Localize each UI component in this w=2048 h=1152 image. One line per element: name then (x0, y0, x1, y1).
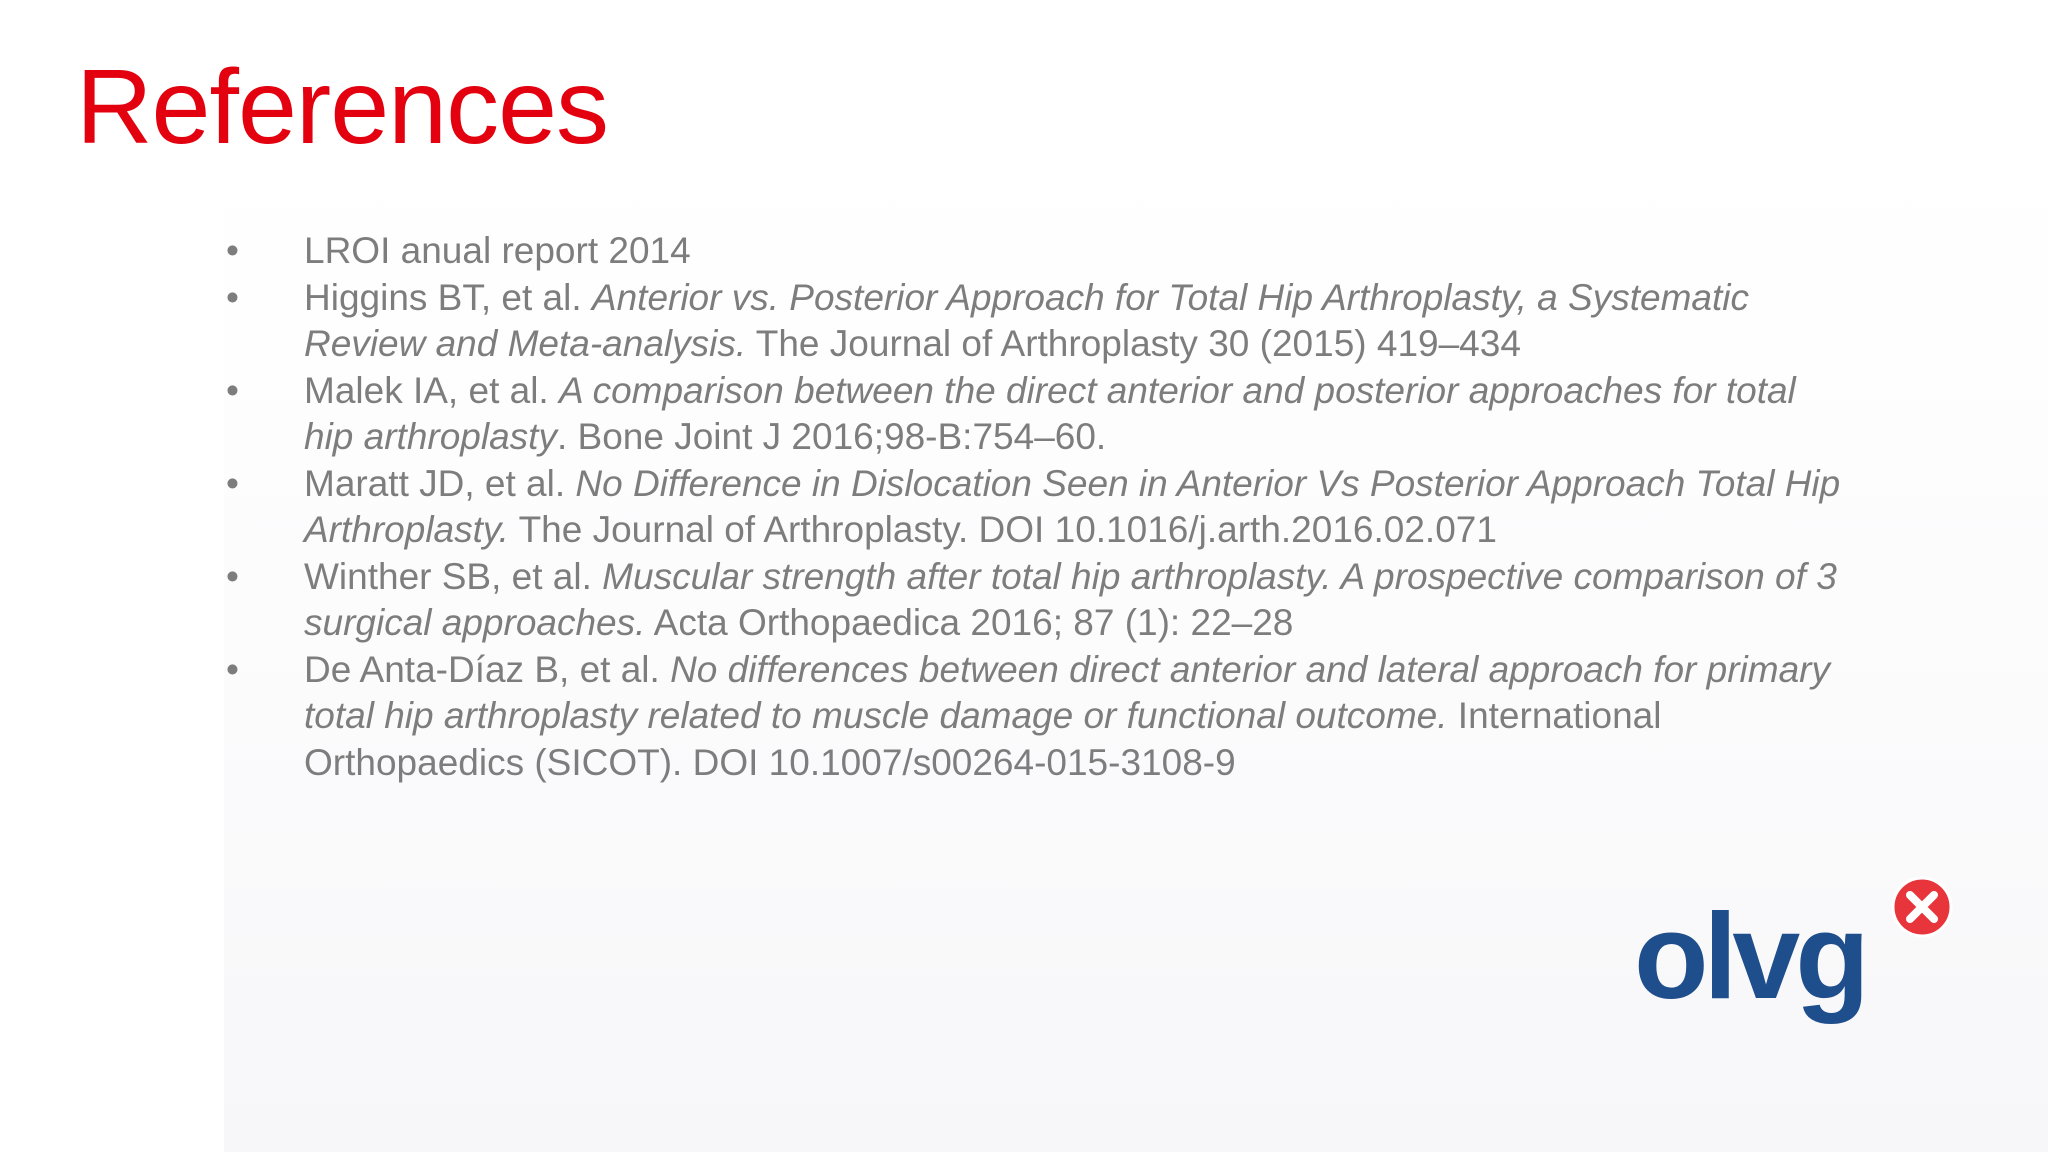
reference-authors: Maratt JD, et al. (304, 462, 576, 504)
reference-title: Muscular strength after total hip arthroplasty. A prospective comparison of 3 surgical approaches. (304, 555, 1837, 643)
reference-authors: De Anta-Díaz B, et al. (304, 648, 671, 690)
bullet: • (226, 276, 239, 318)
logo-text: olvg (1634, 888, 1865, 1024)
bullet: • (226, 230, 239, 271)
reference-item (226, 461, 1846, 554)
reference-source: The Journal of Arthroplasty. DOI 10.1016/j.arth.2016.02.071 (508, 509, 1497, 550)
reference-authors: Malek IA, et al. (304, 369, 559, 411)
reference-title: Anterior vs. Posterior Approach for Total Hip Arthroplasty, a Systematic Review and Meta-analysis. (304, 276, 1749, 364)
reference-source: . Bone Joint J 2016;98-B:754–60. (556, 416, 1107, 457)
close-icon (1893, 878, 1951, 936)
reference-authors: Winther SB, et al. (304, 555, 603, 597)
reference-title: A comparison between the direct anterior and posterior approaches for total hip arthroplasty (304, 369, 1796, 457)
olvg-logo (1634, 872, 1974, 1060)
reference-item (226, 275, 1846, 368)
reference-source: The Journal of Arthroplasty 30 (2015) 419–434 (746, 323, 1521, 364)
reference-title: No differences between direct anterior and lateral approach for primary total hip arthroplasty related to muscle damage or functional outcome. (304, 648, 1830, 736)
page-title: References (76, 48, 609, 166)
bullet: • (226, 648, 239, 690)
reference-source: International Orthopaedics (SICOT). DOI 10.1007/s00264-015-3108-9 (304, 695, 1662, 783)
bullet: • (226, 555, 239, 597)
reference-authors: Higgins BT, et al. (304, 276, 592, 318)
reference-source: Acta Orthopaedica 2016; 87 (1): 22–28 (645, 602, 1294, 643)
bullet: • (226, 369, 239, 411)
references-list (226, 228, 1846, 786)
reference-item (226, 228, 1846, 275)
reference-item (226, 647, 1846, 787)
reference-authors: LROI anual report 2014 (304, 230, 691, 271)
left-band (0, 150, 224, 1152)
reference-item (226, 554, 1846, 647)
reference-item (226, 368, 1846, 461)
bullet: • (226, 462, 239, 504)
reference-title: No Difference in Dislocation Seen in Anterior Vs Posterior Approach Total Hip Arthroplasty. (304, 462, 1841, 550)
